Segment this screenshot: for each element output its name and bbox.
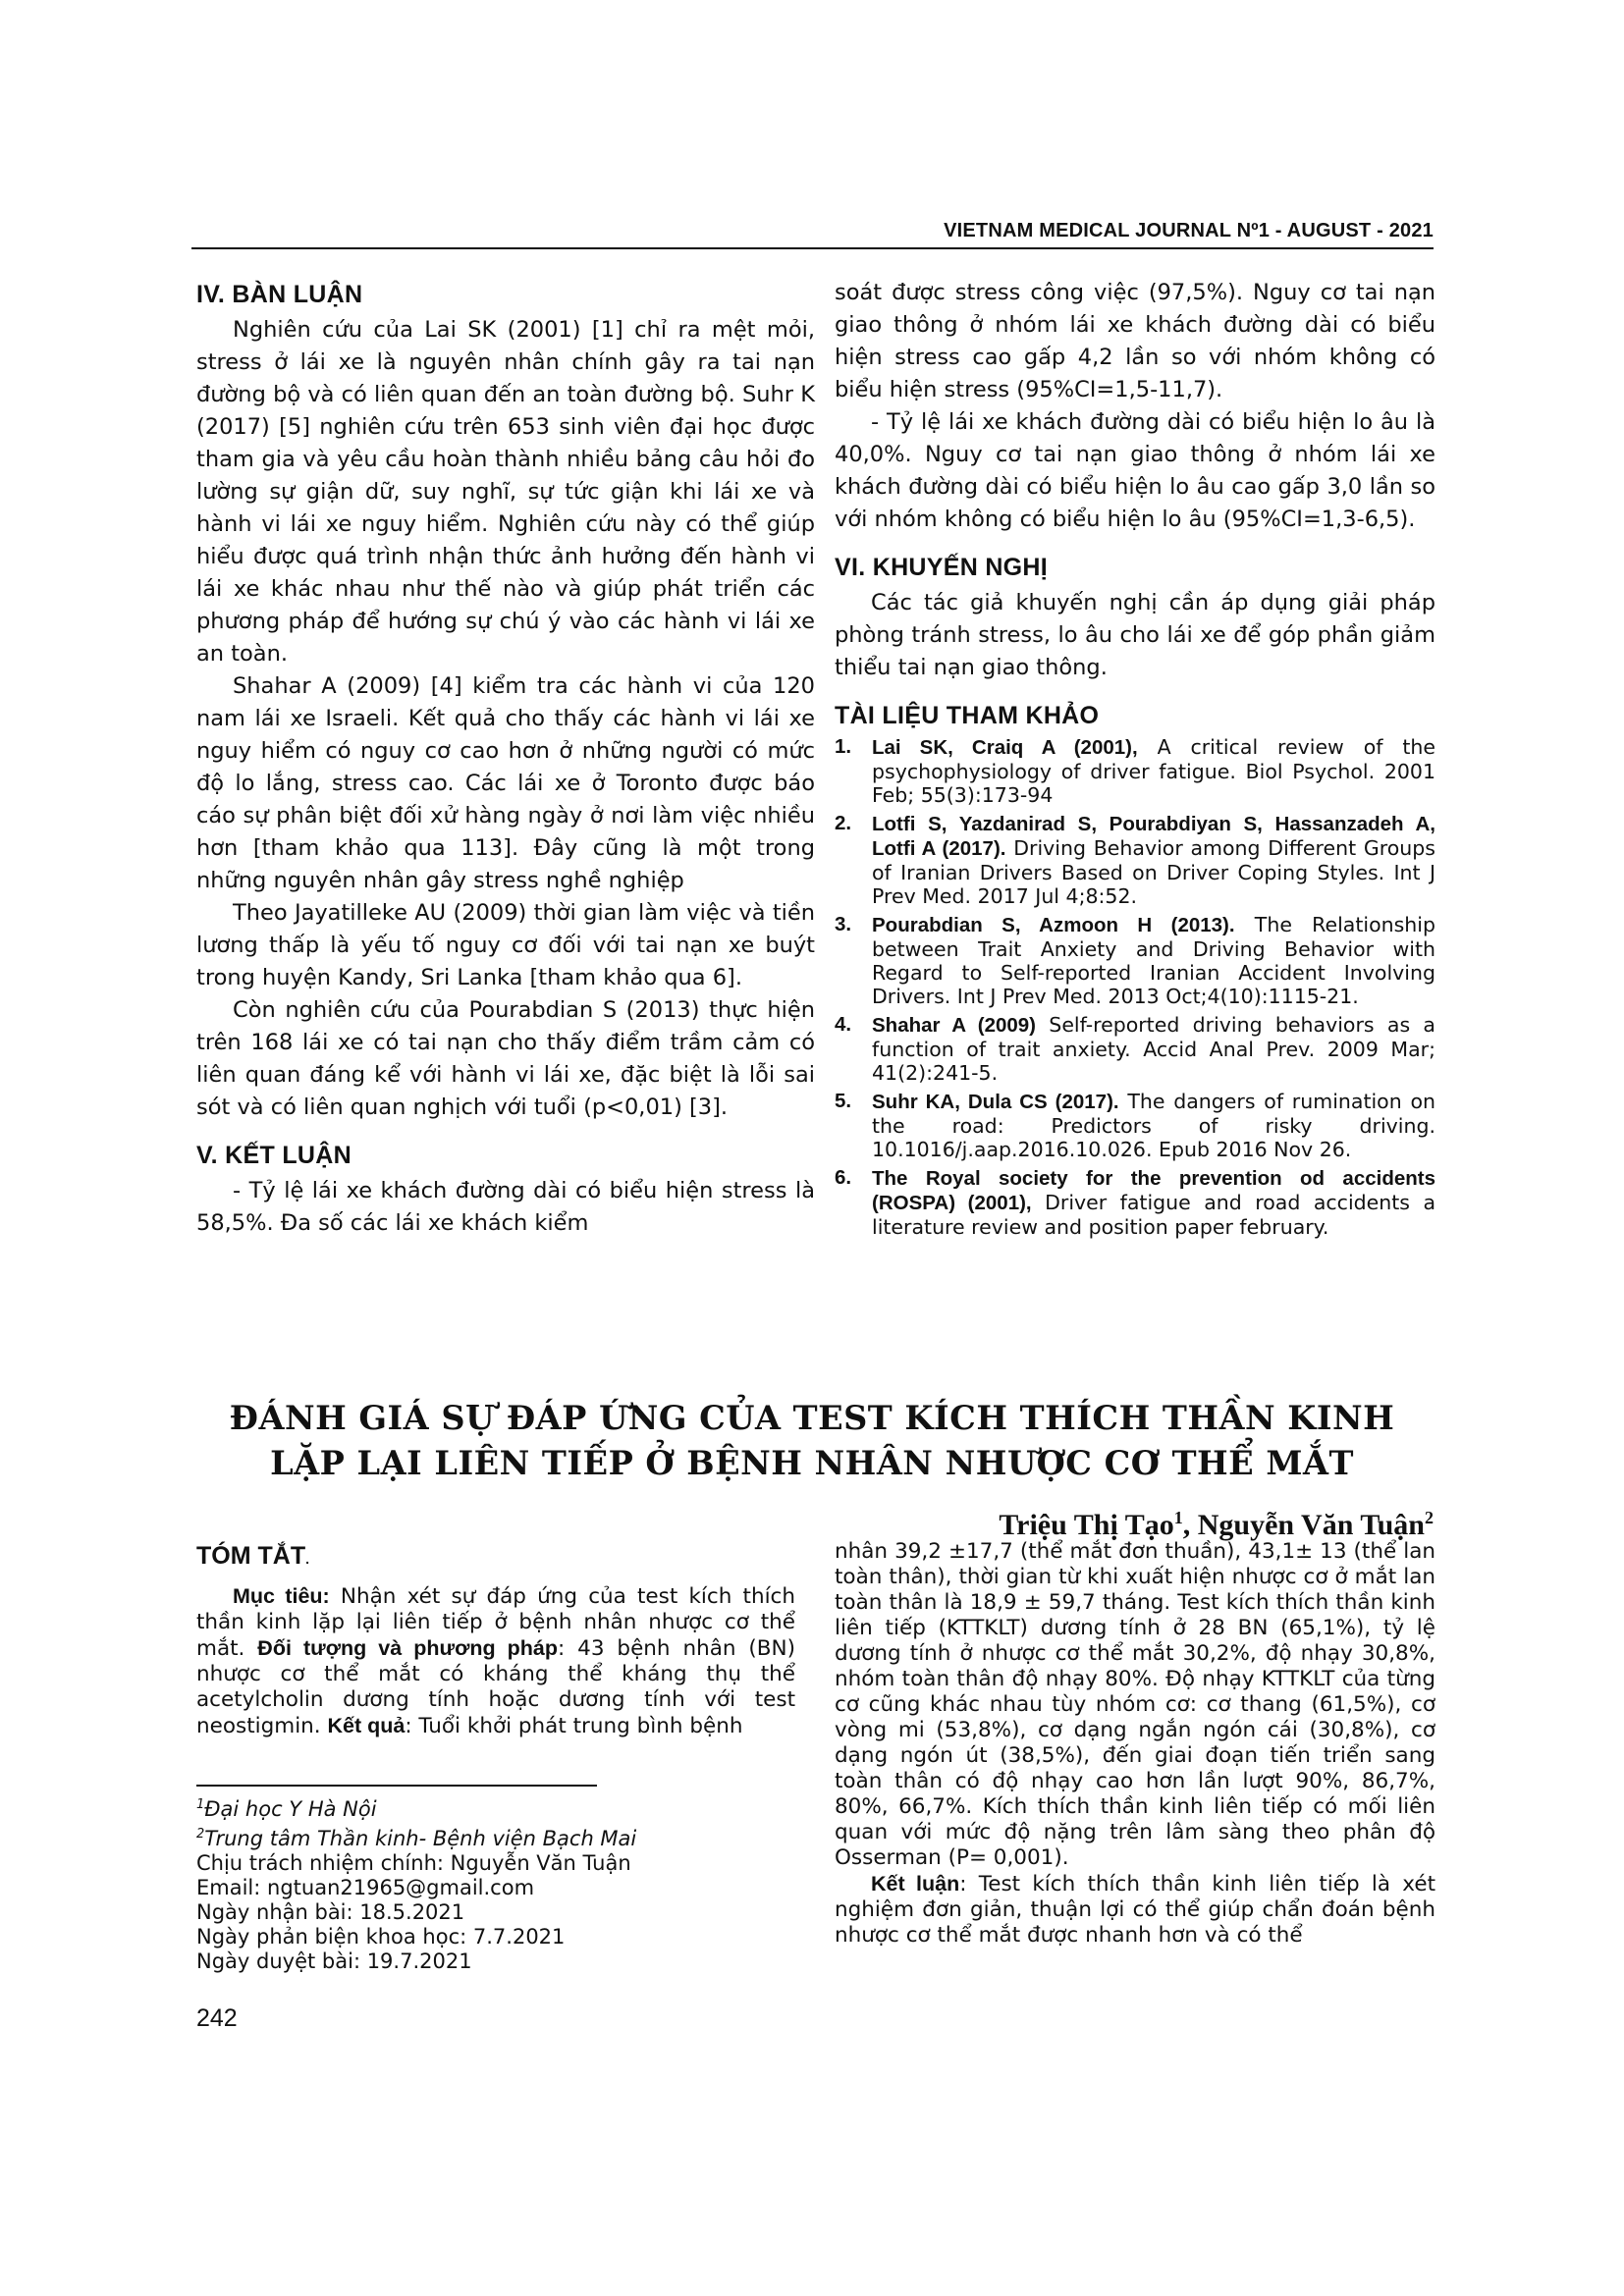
conclusion-paragraph-start: - Tỷ lệ lái xe khách đường dài có biểu hiện stress là 58,5%. Đa số các lái xe khách kiểm: [196, 1178, 815, 1236]
abstract-results: nhân 39,2 ±17,7 (thể mắt đơn thuần), 43,1± 13 (thể lan toàn thân), thời gian từ khi xuất hiện nhược cơ ở mắt lan toàn thân là 18,9 ± 59,7 tháng. Test kích thích thần kinh liên tiếp (KTTKLT) dương tính ở 28 BN (65,1%), tỷ lệ dương tính ở nhược cơ thể mắt 30,2%, độ nhạy 30,8%, nhóm toàn thân độ nhạy 80%. Độ nhạy KTTKLT của từng cơ cũng khác nhau tùy nhóm cơ: cơ thang (61,5%), cơ vòng mi (53,8%), cơ dạng ngắn ngón cái (30,8%), cơ dạng ngón út (38,5%), đến giai đoạn tiến triển sang toàn thân có độ nhạy cao hơn lần lượt 90%, 86,7%, 80%, 66,7%. Kích thích thần kinh liên tiếp có mối liên quan với mức độ nặng trên lâm sàng theo phân độ Osserman (P= 0,001).: [835, 1539, 1435, 1870]
article-title: [147, 1396, 1477, 1486]
discussion-paragraph: Theo Jayatilleke AU (2009) thời gian làm việc và tiền lương thấp là yếu tố nguy cơ đối với tai nạn xe buýt trong huyện Kandy, Sri Lanka [tham khảo qua 6].: [196, 900, 815, 990]
references-heading: TÀI LIỆU THAM KHẢO: [835, 702, 1100, 729]
abstract-left-column: [196, 1539, 795, 1739]
discussion-paragraph: Shahar A (2009) [4] kiểm tra các hành vi của 120 nam lái xe Israeli. Kết quả cho thấy các hành vi lái xe nguy hiểm có nguy cơ cao hơn ở những người có mức độ lo lắng, stress cao. Các lái xe ở Toronto được báo cáo sự phân biệt đối xử hàng ngày ở nơi làm việc nhiều hơn [tham khảo qua 113]. Đây cũng là một trong những nguyên nhân gây stress nghề nghiệp: [196, 673, 815, 893]
author-name: Triệu Thị Tạo: [999, 1509, 1174, 1541]
right-column: [835, 277, 1435, 1244]
conclusion-paragraph: - Tỷ lệ lái xe khách đường dài có biểu hiện lo âu là 40,0%. Nguy cơ tai nạn giao thông ở nhóm lái xe khách đường dài có biểu hiện lo âu cao gấp 3,0 lần so với nhóm không có biểu hiện lo âu (95%CI=1,3-6,5).: [835, 409, 1435, 532]
abstract-heading: TÓM TẮT.: [196, 1542, 309, 1570]
footnotes: [196, 1792, 805, 1974]
journal-header: VIETNAM MEDICAL JOURNAL Nº1 - AUGUST - 2021: [944, 220, 1434, 241]
affiliation-2: $^2$Trung tâm Thần kinh- Bệnh viện Bạch Mai: [196, 1827, 637, 1850]
conclusion-paragraph-end: soát được stress công việc (97,5%). Nguy cơ tai nạn giao thông ở nhóm lái xe khách đường dài có biểu hiện stress cao gấp 4,2 lần so với nhóm không có biểu hiện stress (95%CI=1,5-11,7).: [835, 280, 1435, 402]
date-received: Ngày nhận bài: 18.5.2021: [196, 1900, 465, 1924]
discussion-paragraph: Nghiên cứu của Lai SK (2001) [1] chỉ ra mệt mỏi, stress ở lái xe là nguyên nhân chính gây ra tai nạn đường bộ và có liên quan đến an toàn đường bộ. Suhr K (2017) [5] nghiên cứu trên 653 sinh viên đại học được tham gia và yêu cầu hoàn thành nhiều bảng câu hỏi đo lường sự giận dữ, suy nghĩ, sự tức giận khi lái xe và hành vi lái xe nguy hiểm. Nghiên cứu này có thể giúp hiểu được quá trình nhận thức ảnh hưởng đến hành vi lái xe khác nhau như thế nào và giúp phát triển các phương pháp để hướng sự chú ý vào các hành vi lái xe an toàn.: [196, 317, 815, 667]
reference-item: 6. The Royal society for the prevention od accidents (ROSPA) (2001), Driver fatigue and road accidents a literature review and position paper february.: [835, 1166, 1436, 1239]
conclusion-heading: V. KẾT LUẬN: [196, 1142, 352, 1169]
reference-list: [835, 735, 1435, 1239]
header-divider: [191, 247, 1434, 249]
reference-item: 3. Pourabdian S, Azmoon H (2013). The Relationship between Trait Anxiety and Driving Behavior with Regard to Self-reported Iranian Accident Involving Drivers. Int J Prev Med. 2013 Oct;4(10):1115-21.: [835, 913, 1435, 1008]
discussion-heading: IV. BÀN LUẬN: [196, 281, 363, 308]
article-title-line-2: LẶP LẠI LIÊN TIẾP Ở BỆNH NHÂN NHƯỢC CƠ THỂ MẮT: [270, 1444, 1354, 1482]
recommendation-heading: VI. KHUYẾN NGHỊ: [835, 554, 1049, 581]
reference-item: 1. Lai SK, Craiq A (2001), A critical review of the psychophysiology of driver fatigue. Biol Psychol. 2001 Feb; 55(3):173-94: [835, 735, 1435, 807]
author-name: Nguyễn Văn Tuận: [1197, 1509, 1425, 1541]
date-accepted: Ngày duyệt bài: 19.7.2021: [196, 1949, 472, 1973]
reference-item: 4. Shahar A (2009) Self-reported driving behaviors as a function of trait anxiety. Accid Anal Prev. 2009 Mar; 41(2):241-5.: [835, 1013, 1435, 1085]
left-column: [196, 277, 815, 1240]
date-reviewed: Ngày phản biện khoa học: 7.7.2021: [196, 1925, 566, 1949]
discussion-paragraph: Còn nghiên cứu của Pourabdian S (2013) thực hiện trên 168 lái xe có tai nạn cho thấy điểm trầm cảm có liên quan đáng kể với hành vi lái xe, đặc biệt là lỗi sai sót và có liên quan nghịch với tuổi (p<0,01) [3].: [196, 997, 815, 1120]
email: Email: ngtuan21965@gmail.com: [196, 1876, 535, 1899]
recommendation-paragraph: Các tác giả khuyến nghị cần áp dụng giải pháp phòng tránh stress, lo âu cho lái xe để góp phần giảm thiểu tai nạn giao thông.: [835, 590, 1435, 680]
reference-item: 5. Suhr KA, Dula CS (2017). The dangers of rumination on the road: Predictors of risky driving. 10.1016/j.aap.2016.10.026. Epub 2016 Nov 26.: [835, 1090, 1435, 1161]
article-authors: Triệu Thị Tạo$^1$, Nguyễn Văn Tuận$^2$: [999, 1508, 1434, 1541]
affiliation-1: $^1$Đại học Y Hà Nội: [196, 1797, 377, 1821]
footnote-divider: [196, 1785, 597, 1787]
responsible-author: Chịu trách nhiệm chính: Nguyễn Văn Tuận: [196, 1851, 631, 1875]
abstract-paragraph: Mục tiêu: Nhận xét sự đáp ứng của test kích thích thần kinh lặp lại liên tiếp ở bệnh nhân nhược cơ thể mắt. Đối tượng và phương pháp: 43 bệnh nhân (BN) nhược cơ thể mắt có kháng thể kháng thụ thể acetylcholin dương tính hoặc dương tính với test neostigmin. Kết quả: Tuổi khởi phát trung bình bệnh: [196, 1584, 796, 1738]
reference-item: 2. Lotfi S, Yazdanirad S, Pourabdiyan S, Hassanzadeh A, Lotfi A (2017). Driving Behavior among Different Groups of Iranian Drivers Based on Driver Coping Styles. Int J Prev Med. 2017 Jul 4;8:52.: [835, 812, 1435, 908]
abstract-right-column: [835, 1539, 1435, 1949]
abstract-conclusion: Kết luận: Test kích thích thần kinh liên tiếp là xét nghiệm đơn giản, thuận lợi có thể giúp chẩn đoán bệnh nhược cơ thể mắt được nhanh hơn và có thể: [835, 1872, 1435, 1948]
article-title-line-1: ĐÁNH GIÁ SỰ ĐÁP ỨNG CỦA TEST KÍCH THÍCH THẦN KINH: [229, 1399, 1395, 1437]
page-number: 242: [196, 2004, 238, 2032]
